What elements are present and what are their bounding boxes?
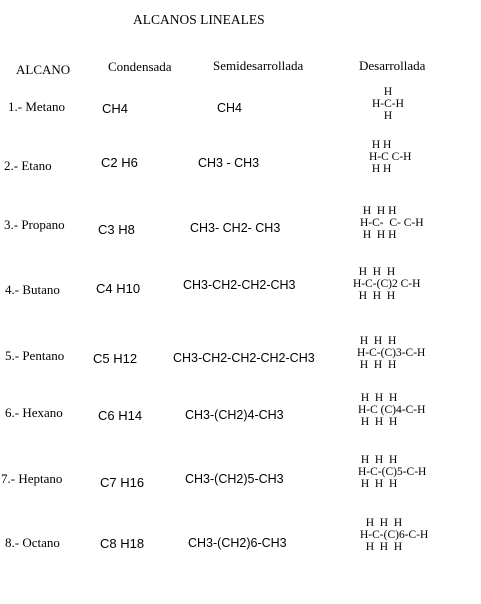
structural-formula: H H H H-C-(C)2 C-H H H H bbox=[353, 266, 421, 302]
alkane-name: 6.- Hexano bbox=[5, 405, 63, 420]
semi-developed-formula: CH3 - CH3 bbox=[198, 156, 260, 170]
header-desarrollada: Desarrollada bbox=[359, 58, 426, 73]
header-semidesarrollada: Semidesarrollada bbox=[213, 58, 304, 73]
condensed-formula: CH4 bbox=[102, 101, 129, 116]
semi-developed-formula: CH3-(CH2)6-CH3 bbox=[188, 536, 287, 550]
alkane-name: 5.- Pentano bbox=[5, 348, 65, 363]
header-alcano: ALCANO bbox=[16, 62, 71, 77]
page-title: ALCANOS LINEALES bbox=[133, 12, 265, 27]
alkane-name: 2.- Etano bbox=[4, 158, 52, 173]
alkane-name: 1.- Metano bbox=[8, 99, 66, 114]
structural-formula: H H H-C C-H H H bbox=[369, 139, 412, 175]
header-condensada: Condensada bbox=[108, 59, 172, 74]
condensed-formula: C5 H12 bbox=[93, 351, 138, 366]
semi-developed-formula: CH3-(CH2)4-CH3 bbox=[185, 408, 284, 422]
condensed-formula: C6 H14 bbox=[98, 408, 143, 423]
condensed-formula: C4 H10 bbox=[96, 281, 141, 296]
semi-developed-formula: CH3- CH2- CH3 bbox=[190, 221, 281, 235]
condensed-formula: C7 H16 bbox=[100, 475, 145, 490]
alkane-name: 8.- Octano bbox=[5, 535, 60, 550]
semi-developed-formula: CH3-(CH2)5-CH3 bbox=[185, 472, 284, 486]
alkane-name: 4.- Butano bbox=[5, 282, 60, 297]
structural-formula: H H H H-C-(C)6-C-H H H H bbox=[360, 517, 429, 553]
structural-formula: H H H H-C-(C)5-C-H H H H bbox=[358, 454, 427, 490]
condensed-formula: C2 H6 bbox=[101, 155, 138, 170]
alkane-name: 7.- Heptano bbox=[1, 471, 63, 486]
condensed-formula: C3 H8 bbox=[98, 222, 135, 237]
semi-developed-formula: CH3-CH2-CH2-CH2-CH3 bbox=[173, 351, 315, 365]
structural-formula: H H-C-H H bbox=[372, 86, 404, 122]
semi-developed-formula: CH3-CH2-CH2-CH3 bbox=[183, 278, 296, 292]
structural-formula: H H H H-C (C)4-C-H H H H bbox=[358, 392, 426, 428]
alkane-name: 3.- Propano bbox=[4, 217, 65, 232]
structural-formula: H H H H-C- C- C-H H H H bbox=[360, 205, 424, 241]
semi-developed-formula: CH4 bbox=[217, 101, 243, 115]
structural-formula: H H H H-C-(C)3-C-H H H H bbox=[357, 335, 426, 371]
condensed-formula: C8 H18 bbox=[100, 536, 145, 551]
